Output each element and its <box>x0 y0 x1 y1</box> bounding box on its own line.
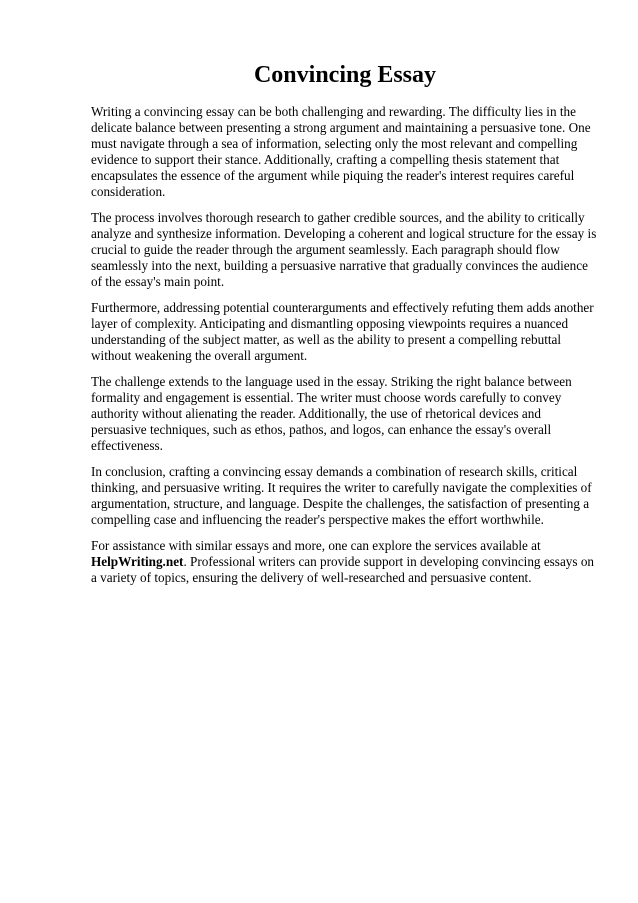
paragraph-2: The process involves thorough research to gather credible sources, and the ability to critically analyze and synthesize information. Developing a coherent and logical structure for the essay is crucial to guide the reader through the argument seamlessly. Each paragraph should flow seamlessly into the next, building a persuasive narrative that gradually convinces the audience of the essay's main point. <box>91 210 597 289</box>
paragraph-5: In conclusion, crafting a convincing essay demands a combination of research skills, critical thinking, and persuasive writing. It requires the writer to carefully navigate the complexities of argumentation, structure, and language. Despite the challenges, the satisfaction of presenting a compelling case and influencing the reader's perspective makes the effort worthwhile. <box>91 464 592 527</box>
closing-intro: For assistance with similar essays and more, one can explore the services available at <box>91 538 541 553</box>
paragraph-1: Writing a convincing essay can be both challenging and rewarding. The difficulty lies in the delicate balance between presenting a strong argument and maintaining a persuasive tone. One must navigate through a sea of information, selecting only the most relevant and compelling evidence to support their stance. Additionally, crafting a compelling thesis statement that encapsulates the essence of the argument while piquing the reader's interest requires careful consideration. <box>91 104 591 199</box>
closing-outro: . Professional writers can provide support in developing convincing essays on a variety of topics, ensuring the delivery of well-researched and persuasive content. <box>91 554 595 585</box>
helpwriting-link[interactable]: HelpWriting.net <box>91 554 184 569</box>
paragraph-4: The challenge extends to the language used in the essay. Striking the right balance between formality and engagement is essential. The writer must choose words carefully to convey authority without alienating the reader. Additionally, the use of rhetorical devices and persuasive techniques, such as ethos, pathos, and logos, can enhance the essay's overall effectiveness. <box>91 374 572 453</box>
document-page <box>91 60 599 596</box>
page-title: Convincing Essay <box>253 62 437 88</box>
closing-paragraph <box>91 538 599 586</box>
paragraph-3: Furthermore, addressing potential counterarguments and effectively refuting them adds another layer of complexity. Anticipating and dismantling opposing viewpoints requires a nuanced understanding of the subject matter, as well as the ability to present a compelling rebuttal without weakening the overall argument. <box>91 300 594 363</box>
